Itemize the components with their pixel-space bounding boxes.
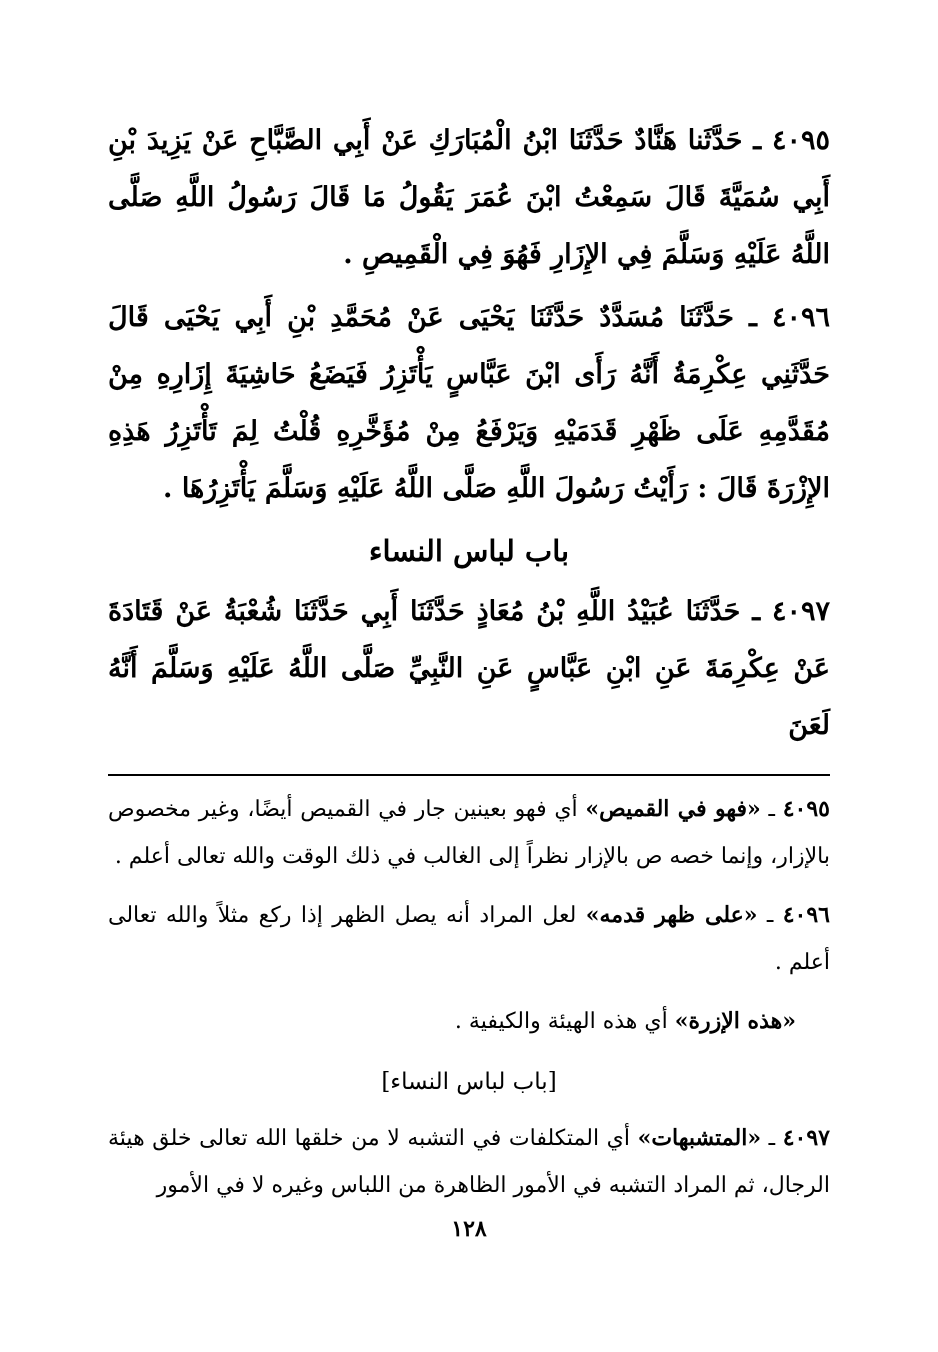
note-4096: ٤٠٩٦ ـ «على ظهر قدمه» لعل المراد أنه يصل الظهر إذا ركع مثلاً والله تعالى أعلم .: [108, 902, 830, 975]
note-izra: [108, 998, 830, 1045]
note-text: أي فهو بعينين جار في القميص أيضًا، وغير مخصوص بالإزار، وإنما خصه ص بالإزار نظراً إلى الغالب في ذلك الوقت والله تعالى أعلم .: [108, 797, 830, 869]
chapter-title: باب لباس النساء: [368, 534, 570, 568]
sub-chapter-title: [باب لباس النساء]: [381, 1069, 557, 1095]
note-quote: «هذه الإزرة»: [674, 1008, 796, 1034]
note-text: أي هذه الهيئة والكيفية .: [454, 1009, 668, 1034]
hadith-dash: ـ: [740, 596, 761, 627]
note-number: ٤٠٩٧: [782, 1125, 830, 1151]
note-quote: «على ظهر قدمه»: [585, 902, 758, 928]
hadith-number: ٤٠٩٥: [772, 125, 831, 156]
hadith-text: حَدَّثَنَا مُسَدَّدٌ حَدَّثَنَا يَحْيَى عَنْ مُحَمَّدِ بْنِ أَبِي يَحْيَى قَالَ حَدَّثَنِي عِكْرِمَةُ أَنَّهُ رَأَى ابْنَ عَبَّاسٍ يَأْتَزِرُ فَيَضَعُ حَاشِيَةَ إِزَارِهِ مِنْ مُقَدَّمِهِ عَلَى ظَهْرِ قَدَمَيْهِ وَيَرْفَعُ مِنْ مُؤَخَّرِهِ قُلْتُ لِمَ تَأْتَزِرُ هَذِهِ الإِزْرَةَ قَالَ : رَأَيْتُ رَسُولَ اللَّهِ صَلَّى اللَّهُ عَلَيْهِ وَسَلَّمَ يَأْتَزِرُهَا .: [108, 302, 830, 504]
note-4097: ٤٠٩٧ ـ «المتشبهات» أي المتكلفات في التشبه لا من خلقها الله تعالى خلق هيئة الرجال، ثم المراد التشبه في الأمور الظاهرة من اللباس وغيره لا في الأمور: [108, 1125, 830, 1198]
note-text: لعل المراد أنه يصل الظهر إذا ركع مثلاً والله تعالى أعلم .: [108, 903, 830, 975]
hadith-4096: [108, 289, 830, 517]
hadith-text: حَدَّثَنا هَنَّادٌ حَدَّثَنَا ابْنُ الْمُبَارَكِ عَنْ أَبِي الصَّبَّاحِ عَنْ يَزِيدَ بْنِ أَبِي سُمَيَّةَ قَالَ سَمِعْتُ ابْنَ عُمَرَ يَقُولُ مَا قَالَ رَسُولُ اللَّهِ صَلَّى اللَّهُ عَلَيْهِ وَسَلَّمَ فِي الإِزَارِ فَهُوَ فِي الْقَمِيصِ .: [108, 125, 830, 270]
page-content: [108, 112, 830, 1221]
note-quote: «المتشبهات»: [637, 1125, 762, 1151]
note-number: ٤٠٩٦: [782, 902, 830, 928]
hadith-number: ٤٠٩٦: [771, 302, 830, 333]
note-number: ٤٠٩٥: [782, 796, 830, 822]
hadith-dash: ـ: [733, 302, 757, 333]
hadith-4095: [108, 112, 830, 283]
hadith-text: حَدَّثَنَا عُبَيْدُ اللَّهِ بْنُ مُعَاذٍ حَدَّثَنَا أَبِي حَدَّثَنَا شُعْبَةُ عَنْ قَتَادَةَ عَنْ عِكْرِمَةَ عَنِ ابْنِ عَبَّاسٍ عَنِ النَّبِيِّ صَلَّى اللَّهُ عَلَيْهِ وَسَلَّمَ أَنَّهُ لَعَنَ: [108, 596, 830, 741]
hadith-number: ٤٠٩٧: [772, 596, 831, 627]
note-4095: ٤٠٩٥ ـ «فهو في القميص» أي فهو بعينين جار في القميص أيضًا، وغير مخصوص بالإزار، وإنما خصه ص بالإزار نظراً إلى الغالب في ذلك الوقت والله تعالى أعلم .: [108, 796, 830, 869]
page-number: ١٢٨: [451, 1216, 487, 1242]
hadith-dash: ـ: [742, 125, 762, 156]
note-quote: «فهو في القميص»: [585, 796, 761, 822]
footnote-divider: [108, 774, 830, 776]
hadith-4097: [108, 583, 830, 754]
note-text: أي المتكلفات في التشبه لا من خلقها الله تعالى خلق هيئة الرجال، ثم المراد التشبه في الأمور الظاهرة من اللباس وغيره لا في الأمور: [108, 1126, 830, 1198]
